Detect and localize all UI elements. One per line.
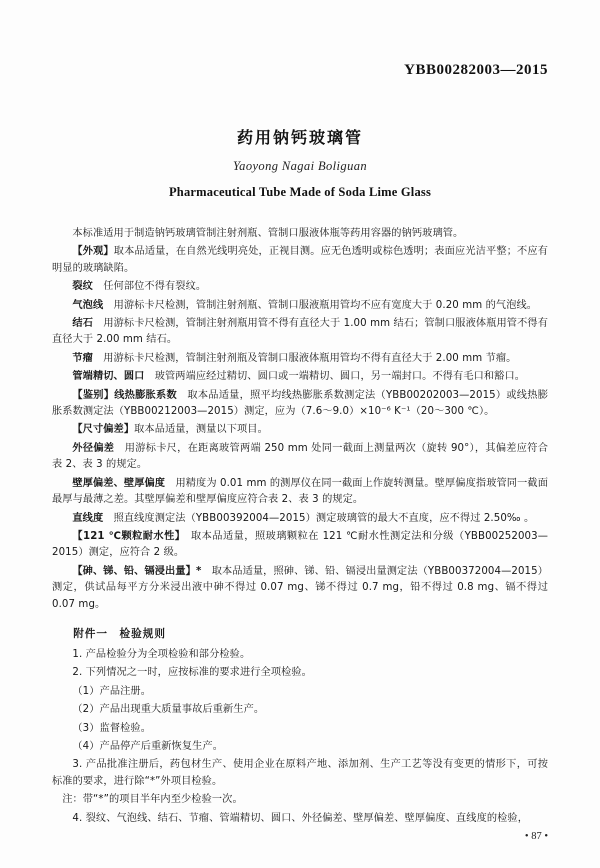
stone-text: 用游标卡尺检测，管制注射剂瓶用管不得有直径大于 1.00 mm 结石；管制口服液体瓶用管不得有直径大于 2.00 mm 结石。 (52, 318, 548, 346)
dimension-text: 取本品适量，测量以下项目。 (134, 424, 268, 436)
bubble-text: 用游标卡尺检测，管制注射剂瓶、管制口服液瓶用管均不应有宽度大于 0.20 mm 的气泡线。 (113, 299, 538, 311)
appendix-item-2-2: （2）产品出现重大质量事故后重新生产。 (72, 704, 265, 716)
title-english: Pharmaceutical Tube Made of Soda Lime Glass (168, 185, 432, 199)
expansion-text: 取本品适量，照平均线热膨胀系数测定法（YBB00202003—2015）或线热膨胀系数测定法（YBB00212003—2015）测定，应为（7.6～9.0）×10⁻⁶ K⁻¹（20～300 ℃）。 (52, 389, 548, 418)
appendix-item-2-4: （4）产品停产后重新恢复生产。 (72, 740, 223, 752)
body-content (52, 226, 548, 827)
title-block (52, 125, 548, 200)
knot-paragraph (52, 351, 548, 367)
appendix-item-4: 4. 裂纹、气泡线、结石、节瘤、管端精切、圆口、外径偏差、壁厚偏差、壁厚偏度、直线度的检验， (72, 812, 529, 824)
water-resistance-text: 取本品适量，照玻璃颗粒在 121 ℃耐水性测定法和分级（YBB00252003—2015）测定，应符合 2 级。 (52, 530, 549, 559)
crack-lead: 裂纹 (72, 281, 93, 293)
appendix-item-1: 1. 产品检验分为全项检验和部分检验。 (72, 648, 251, 660)
tube-end-lead: 管端精切、圆口 (72, 371, 145, 383)
straightness-paragraph (52, 511, 548, 527)
tube-end-paragraph (52, 369, 548, 385)
crack-text: 任何部位不得有裂纹。 (103, 281, 207, 293)
stone-paragraph (52, 316, 548, 349)
wall-thickness-lead: 壁厚偏差、壁厚偏度 (72, 477, 166, 489)
appendix-item-2-3: （3）监督检验。 (72, 722, 151, 734)
appendix-note: 注：带“*”的项目半年内至少检验一次。 (62, 794, 243, 806)
appendix-item-2: 2. 下列情况之一时，应按标准的要求进行全项检验。 (72, 667, 312, 679)
water-resistance-lead: 【121 ℃颗粒耐水性】 (72, 530, 181, 542)
appendix-title: 附件一 检验规则 (73, 627, 166, 640)
appearance-paragraph (52, 244, 548, 277)
outer-diameter-lead: 外径偏差 (72, 442, 115, 454)
bubble-lead: 气泡线 (72, 299, 104, 311)
appendix-item-3: 3. 产品批准注册后，药包材生产、使用企业在原料产地、添加剂、生产工艺等没有变更的情形下，可按标准的要求，进行除“*”外项目检验。 (52, 759, 548, 787)
dimension-deviation-paragraph (52, 422, 548, 438)
elements-text: 取本品适量，照砷、锑、铅、镉浸出量测定法（YBB00372004—2015）测定，供试品每平方分米浸出液中砷不得过 0.07 mg、锑不得过 0.7 mg，铅不得过 0.8 mg、镉不得过 0.07 mg。 (52, 565, 548, 610)
knot-text: 用游标卡尺检测，管制注射剂瓶及管制口服液体瓶用管均不得有直径大于 2.00 mm 节瘤。 (103, 352, 517, 364)
page-number: • 87 • (524, 831, 548, 842)
expansion-lead: 【鉴别】线热膨胀系数 (72, 389, 177, 401)
expansion-paragraph (52, 388, 548, 421)
wall-thickness-text: 用精度为 0.01 mm 的测厚仪在同一截面上作旋转测量。壁厚偏度指玻管同一截面最厚与最薄之差。其壁厚偏差和壁厚偏度应符合表 2、表 3 的规定。 (52, 477, 548, 506)
bubble-paragraph (52, 298, 548, 314)
crack-paragraph (52, 279, 548, 295)
appendix-item-2-1: （1）产品注册。 (72, 685, 151, 697)
outer-diameter-text: 用游标卡尺，在距离玻管两端 250 mm 处同一截面上测量两次（旋转 90°），其偏差应符合表 2、表 3 的规定。 (52, 442, 548, 471)
water-resistance-paragraph (52, 529, 548, 562)
scope-text: 本标准适用于制造钠钙玻璃管制注射剂瓶、管制口服液体瓶等药用容器的钠钙玻璃管。 (72, 228, 464, 239)
appearance-lead: 【外观】 (72, 246, 114, 258)
wall-thickness-paragraph (52, 476, 548, 509)
straightness-lead: 直线度 (72, 512, 104, 524)
standard-number: YBB00282003—2015 (404, 62, 548, 78)
appearance-text: 取本品适量，在自然光线明亮处，正视目测。应无色透明或棕色透明；表面应光洁平整；不应有明显的玻璃缺陷。 (52, 246, 548, 274)
tube-end-text: 玻管两端应经过精切、圆口或一端精切、圆口，另一端封口。不得有毛口和豁口。 (154, 371, 526, 383)
elements-paragraph (52, 564, 548, 613)
page-title: 药用钠钙玻璃管 (236, 128, 363, 147)
dimension-lead: 【尺寸偏差】 (72, 424, 135, 436)
stone-lead: 结石 (72, 318, 93, 330)
straightness-text: 照直线度测定法（YBB00392004—2015）测定玻璃管的最大不直度，应不得过 2.50‰ 。 (113, 512, 535, 524)
elements-lead: 【砷、锑、铅、镉浸出量】* (72, 565, 202, 577)
scope-paragraph (52, 226, 548, 242)
outer-diameter-paragraph (52, 441, 548, 474)
knot-lead: 节瘤 (72, 352, 93, 364)
title-pinyin: Yaoyong Nagai Boliguan (232, 159, 368, 173)
